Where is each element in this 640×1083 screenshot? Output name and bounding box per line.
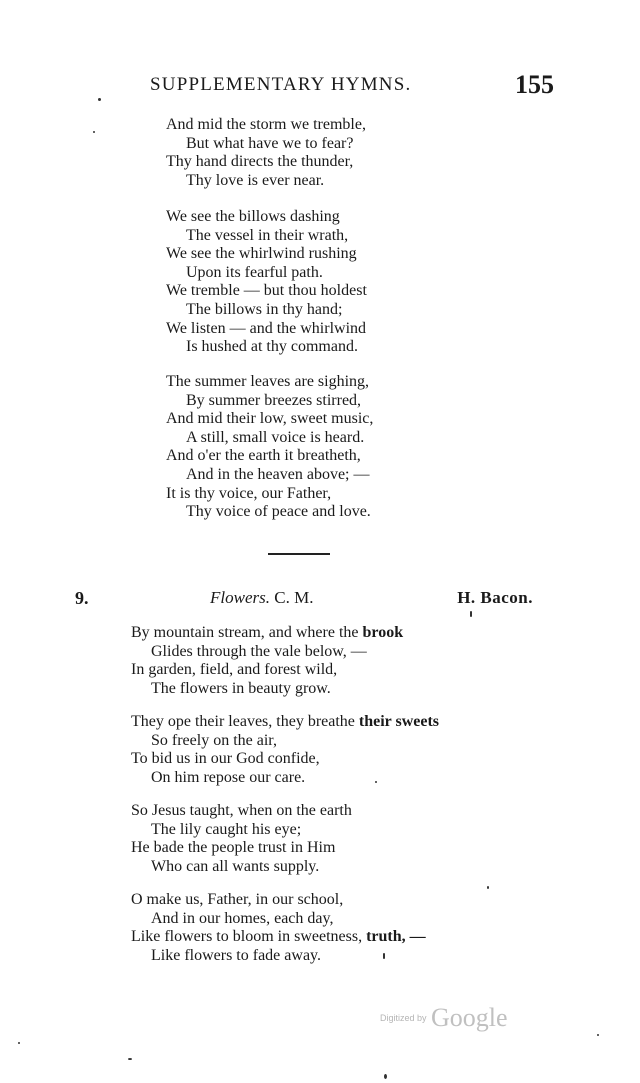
digitized-watermark [380,1003,508,1033]
watermark-brand: Google [430,1003,508,1032]
verse-line-tail: truth, — [366,928,426,946]
stanza [166,373,373,522]
verse-line: We see the billows dashing [166,208,340,225]
verse-line: And mid their low, sweet music, [166,410,374,428]
verse-line: On him repose our care. [151,768,306,786]
verse-line: We listen — and the whirlwind [166,319,367,337]
scan-speck [597,1034,599,1036]
verse-line: O make us, Father, in our school, [131,891,344,908]
scan-speck [384,1074,387,1079]
stanza [131,624,403,698]
verse-line: They ope their leaves, they breathe their sweets [131,713,440,730]
verse-line: Is hushed at thy command. [186,338,358,356]
stanza [131,891,426,965]
scan-speck [383,953,385,959]
page-number: 155 [515,70,554,99]
verse-line: Like flowers to bloom in sweetness, truth, — [131,928,426,946]
verse-line: Thy voice of peace and love. [186,503,371,521]
scan-speck [375,781,377,783]
running-header [150,72,560,102]
stanza [166,116,366,190]
verse-line: Thy hand directs the thunder, [166,153,354,171]
hymn-author: H. Bacon. [457,588,533,607]
verse-line: So Jesus taught, when on the earth [131,802,352,819]
hymn-title: Flowers. [210,588,270,607]
section-divider [268,553,330,555]
verse-line: Who can all wants supply. [151,857,320,875]
stanza [131,713,439,787]
scan-speck [93,131,95,133]
scan-speck [98,98,101,101]
verse-line: We tremble — but thou holdest [166,282,367,300]
verse-line: The lily caught his eye; [151,820,302,838]
verse-line: A still, small voice is heard. [186,428,365,446]
verse-line: But what have we to fear? [186,134,354,152]
verse-line: To bid us in our God confide, [131,750,320,768]
verse-line: He bade the people trust in Him [131,839,336,857]
verse-line: Upon its fearful path. [186,263,323,281]
scan-speck [128,1058,132,1060]
verse-line: The billows in thy hand; [186,300,343,318]
scan-speck [470,611,472,617]
verse-line: In garden, field, and forest wild, [131,661,338,679]
verse-line: The flowers in beauty grow. [151,679,331,697]
verse-line-tail: brook [362,624,404,641]
hymn-heading [75,588,545,612]
hymn-meter: C. M. [274,588,314,607]
scan-speck [18,1042,20,1044]
running-title: SUPPLEMENTARY HYMNS. [150,74,412,95]
hymn-title-group [210,588,313,608]
scan-speck [487,886,489,889]
verse-line: Like flowers to fade away. [151,946,321,964]
verse-line: And in the heaven above; — [186,465,370,483]
verse-line: And o'er the earth it breatheth, [166,447,361,465]
hymn-number: 9. [75,588,89,608]
verse-line: It is thy voice, our Father, [166,484,332,502]
verse-line-tail: their sweets [358,713,440,730]
verse-line: And in our homes, each day, [151,909,334,927]
stanza [131,802,352,876]
stanza [166,208,367,357]
verse-line: The vessel in their wrath, [186,226,349,244]
verse-line: And mid the storm we tremble, [166,116,366,133]
verse-line: By mountain stream, and where the brook [131,624,404,641]
verse-line: We see the whirlwind rushing [166,245,357,263]
watermark-prefix: Digitized by [380,1013,427,1023]
verse-line: Thy love is ever near. [186,171,325,189]
verse-line: By summer breezes stirred, [186,391,362,409]
verse-line: The summer leaves are sighing, [166,373,370,390]
verse-line: So freely on the air, [151,731,277,749]
verse-line: Glides through the vale below, — [151,642,367,660]
